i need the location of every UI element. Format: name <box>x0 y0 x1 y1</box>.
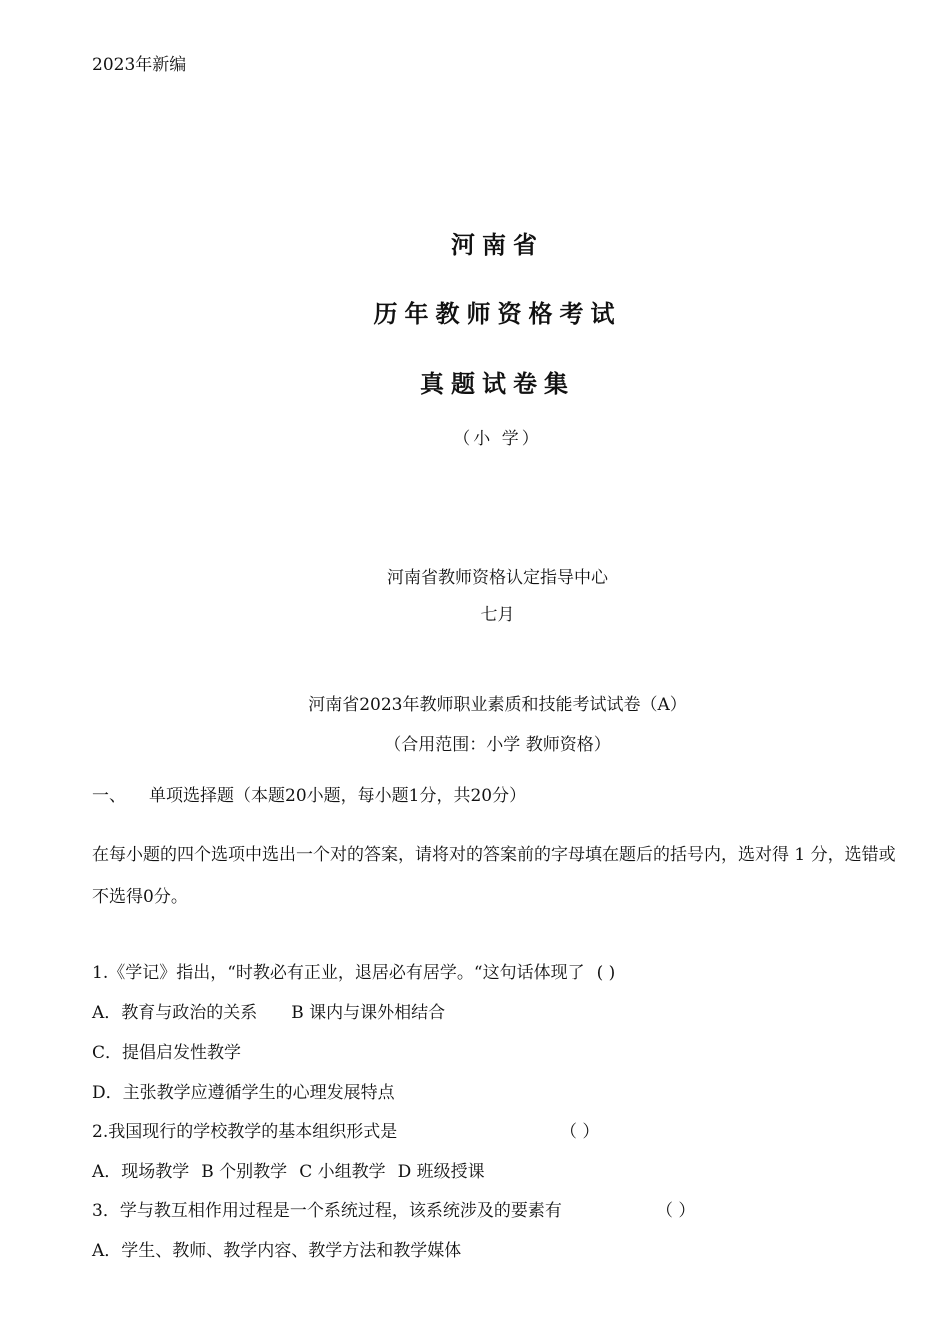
question-1-stem <box>92 958 615 983</box>
cover-level: （小 学） <box>453 429 542 449</box>
question-1-option-d: D．主张教学应遵循学生的心理发展特点 <box>92 1083 395 1103</box>
cover-title-line-2: 历年教师资格考试 <box>373 300 622 328</box>
exam-scope: （合用范围：小学 教师资格） <box>384 735 611 755</box>
question-1-option-b: B 课内与课外相结合 <box>291 1003 446 1023</box>
header-note: 2023年新编 <box>92 55 187 75</box>
question-2-options <box>92 1157 485 1182</box>
question-3-option-a: A．学生、教师、教学内容、教学方法和教学媒体 <box>92 1241 462 1261</box>
question-3-answer-paren: （ ） <box>656 1201 696 1221</box>
question-2-option-a: A．现场教学 <box>92 1162 190 1182</box>
question-1-option-c: C．提倡启发性教学 <box>92 1043 242 1063</box>
question-1-answer-paren: ( ) <box>596 963 616 983</box>
question-2-text: 2.我国现行的学校教学的基本组织形式是 <box>92 1122 398 1142</box>
question-2-option-b: B 个别教学 <box>201 1162 288 1182</box>
question-2-option-c: C 小组教学 <box>299 1162 386 1182</box>
cover-organization: 河南省教师资格认定指导中心 <box>387 568 608 588</box>
exam-title: 河南省2023年教师职业素质和技能考试试卷（A） <box>308 695 687 715</box>
question-3-text: 3．学与教互相作用过程是一个系统过程，该系统涉及的要素有 <box>92 1201 562 1221</box>
question-2-answer-paren: （ ） <box>560 1122 600 1142</box>
cover-title-line-1: 河南省 <box>451 231 544 259</box>
cover-title-line-3: 真题试卷集 <box>420 370 575 398</box>
cover-month: 七月 <box>480 605 515 625</box>
section-heading <box>92 781 526 806</box>
question-2-option-d: D 班级授课 <box>397 1162 485 1182</box>
question-1-text: 1.《学记》指出，“时教必有正业，退居必有居学。“这句话体现了 <box>92 963 585 983</box>
question-2-stem <box>92 1117 692 1142</box>
section-heading-text: 单项选择题（本题20小题，每小题1分，共20分） <box>149 786 527 806</box>
question-3-stem <box>92 1196 732 1221</box>
question-1-options-ab <box>92 998 445 1023</box>
question-1-option-a: A．教育与政治的关系 <box>92 1003 258 1023</box>
section-instructions: 在每小题的四个选项中选出一个对的答案，请将对的答案前的字母填在题后的括号内，选对得 1 分，选错或不选得0分。 <box>92 845 896 907</box>
section-number: 一、 <box>92 786 126 806</box>
